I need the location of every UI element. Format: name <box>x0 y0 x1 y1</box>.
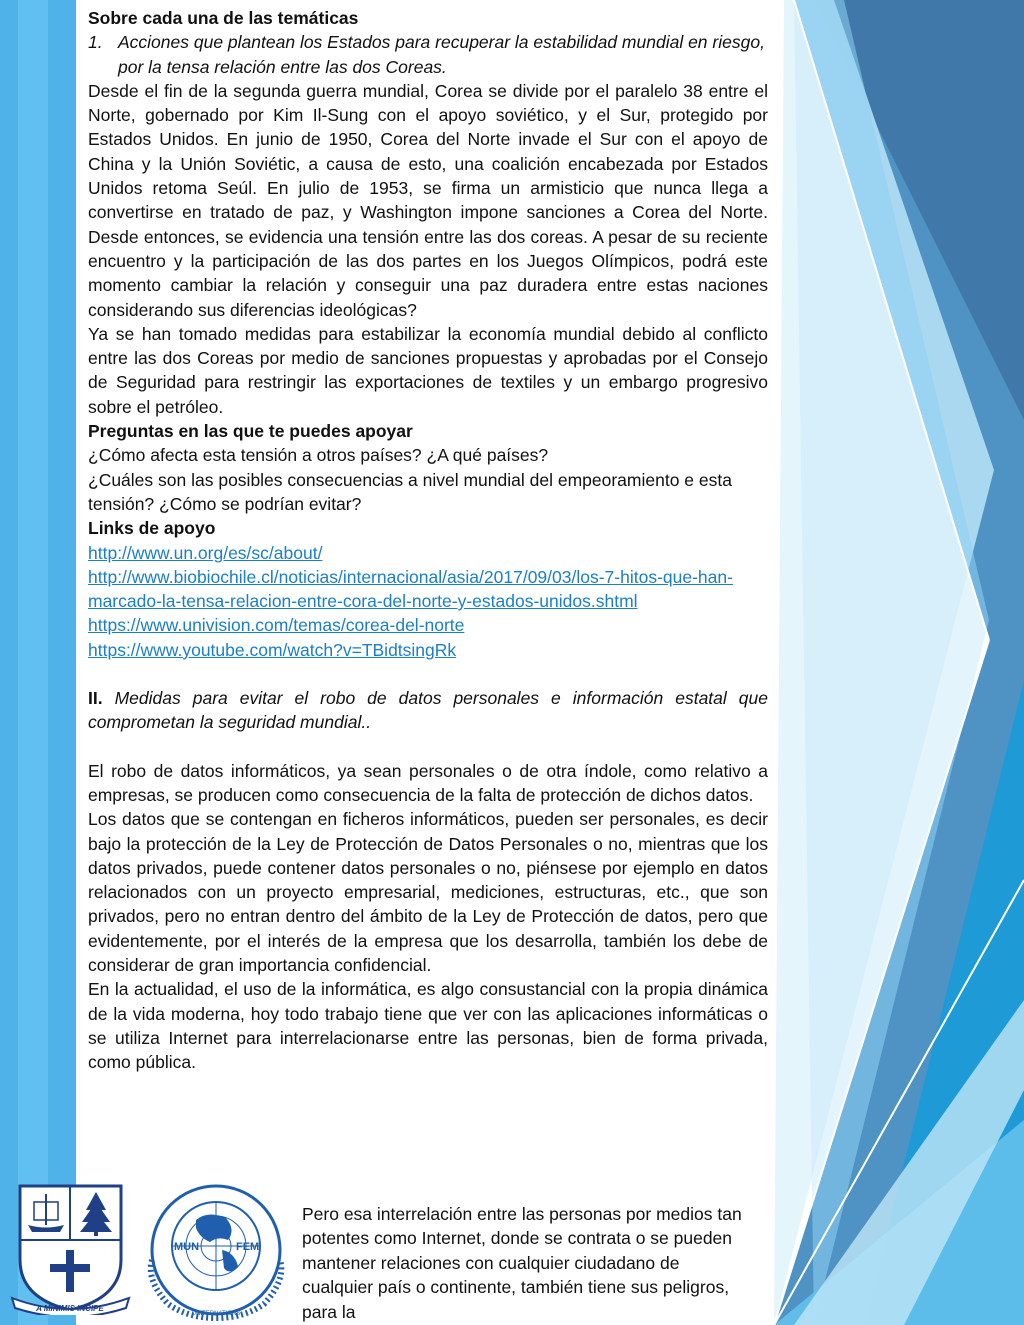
school-crest-logo <box>8 1180 133 1315</box>
mun-bottom-label: UNITEDNATIONS <box>191 1311 241 1317</box>
body-paragraph: El robo de datos informáticos, ya sean personales o de otra índole, como relativo a empresas, se producen como consecuencia de la falta de protección de dichos datos. <box>88 760 768 805</box>
support-link[interactable]: http://www.biobiochile.cl/noticias/internacional/asia/2017/09/03/los-7-hitos-que-han-marcado-la-tensa-relacion-entre-cora-del-norte-y-estados-unidos.shtml <box>88 566 733 612</box>
topic-item-1 <box>88 30 768 79</box>
fem-label: FEM <box>236 1241 260 1253</box>
mun-label: MUN <box>174 1241 200 1253</box>
right-decorative-triangles <box>774 0 1024 1325</box>
question-item: ¿Cómo afecta esta tensión a otros países? ¿A qué países? <box>88 445 549 466</box>
topic-item-number: 1. <box>88 32 103 53</box>
body-paragraph: Ya se han tomado medidas para estabilizar la economía mundial debido al conflicto entre las dos Coreas por medio de sanciones propuestas y aprobadas por el Consejo de Seguridad para restringir las exportaciones de textiles y un embargo progresivo sobre el petróleo. <box>88 323 768 417</box>
support-link[interactable]: http://www.un.org/es/sc/about/ <box>88 542 323 563</box>
section-heading: Sobre cada una de las temáticas <box>88 8 359 28</box>
footer-paragraph: Pero esa interrelación entre las personas por medios tan potentes como Internet, donde se contrata o se pueden mantener relaciones con cualquier ciudadano de cualquier país o continente, también tiene sus peligros, para la <box>302 1203 742 1322</box>
left-decorative-bar <box>0 0 76 1325</box>
school-motto: A MINIMIS INCIPE <box>36 1304 104 1313</box>
topic-item-title: Acciones que plantean los Estados para recuperar la estabilidad mundial en riesgo, por la tensa relación entre las dos Coreas. <box>118 32 765 77</box>
question-item: ¿Cuáles son las posibles consecuencias a nivel mundial del empeoramiento e esta tensión? ¿Cómo se podrían evitar? <box>88 469 732 514</box>
section-2-number: II. <box>88 688 103 709</box>
support-link[interactable]: https://www.youtube.com/watch?v=TBidtsingRk <box>88 639 457 660</box>
questions-heading: Preguntas en las que te puedes apoyar <box>88 421 413 442</box>
body-paragraph: Los datos que se contengan en ficheros informáticos, pueden ser personales, es decir bajo la protección de la Ley de Protección de Datos Personales o no, mientras que los datos privados, puede contener datos personales o no, piénsese por ejemplo en datos relacionados con un proyecto empresarial, mediciones, estructuras, etc., que son privados, pero no entran dentro del ámbito de la Ley de Protección de datos, pero que evidentemente, por el interés de la empresa que los desarrolla, también los debe de considerar de gran importancia confidencial. <box>88 809 768 975</box>
section-2-title <box>88 686 768 735</box>
section-2-title-text: Medidas para evitar el robo de datos personales e información estatal que comprometan la seguridad mundial.. <box>88 688 768 733</box>
links-heading: Links de apoyo <box>88 518 216 539</box>
mun-fem-logo <box>138 1180 294 1322</box>
support-link[interactable]: https://www.univision.com/temas/corea-del-norte <box>88 615 465 636</box>
body-paragraph: En la actualidad, el uso de la informática, es algo consustancial con la propia dinámica de la vida moderna, hoy todo trabajo tiene que ver con las aplicaciones informáticas o se utiliza Internet para interrelacionarse entre las personas, bien de forma privada, como pública. <box>88 979 768 1073</box>
body-paragraph: Desde el fin de la segunda guerra mundial, Corea se divide por el paralelo 38 entre el Norte, gobernado por Kim Il-Sung con el apoyo soviético, y el Sur, protegido por Estados Unidos. En junio de 1950, Corea del Norte invade el Sur con el apoyo de China y la Unión Soviétic, a causa de esto, una coalición encabezada por Estados Unidos retoma Seúl. En julio de 1953, se firma un armisticio que nunca llega a convertirse en tratado de paz, y Washington impone sanciones a Corea del Norte. Desde entonces, se evidencia una tensión entre las dos coreas. A pesar de su reciente encuentro y la participación de las dos partes en los Juegos Olímpicos, podrá este momento cambiar la relación y conseguir una paz duradera entre estas naciones considerando sus diferencias ideológicas? <box>88 80 768 320</box>
